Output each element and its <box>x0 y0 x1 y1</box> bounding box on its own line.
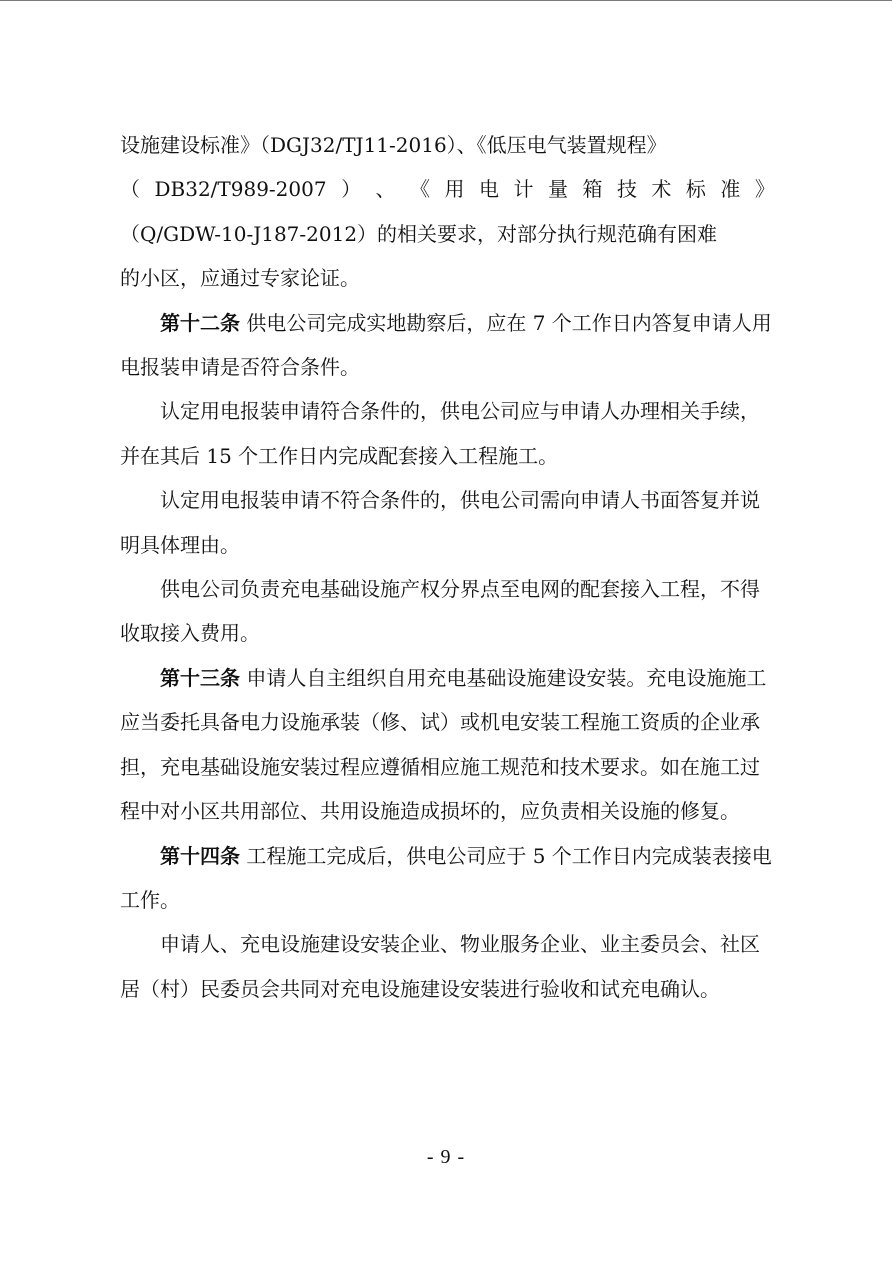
body-paragraph: 认定用电报装申请不符合条件的，供电公司需向申请人书面答复并说明具体理由。 <box>120 488 760 557</box>
text-fragment: 、 <box>375 177 396 202</box>
text-fragment: DB32/T989-2007 <box>154 177 327 202</box>
text-fragment: ） <box>341 177 362 202</box>
paragraph-line: 的小区，应通过专家论证。 <box>120 266 360 291</box>
text-fragment: 计 <box>513 177 534 202</box>
text-fragment: 术 <box>651 177 672 202</box>
justified-paragraph-line <box>120 167 775 211</box>
body-paragraph: 认定用电报装申请符合条件的，供电公司应与申请人办理相关手续，并在其后 15 个工作日内完成配套接入工程施工。 <box>120 399 760 468</box>
text-fragment: 准 <box>720 177 741 202</box>
article-12-paragraph <box>120 301 775 390</box>
document-body <box>120 123 775 1011</box>
article-text: 供电公司完成实地勘察后，应在 7 个工作日内答复申请人用电报装申请是否符合条件。 <box>120 310 772 380</box>
body-paragraph: 供电公司负责充电基础设施产权分界点至电网的配套接入工程，不得收取接入费用。 <box>120 577 760 646</box>
article-text: 工程施工完成后，供电公司应于 5 个工作日内完成装表接电工作。 <box>120 843 772 912</box>
text-fragment: 《 <box>410 177 431 202</box>
paragraph-line: 设施建设标准》（DGJ32/TJ11-2016）、《低压电气装置规程》 <box>120 133 667 157</box>
text-fragment: （ <box>120 177 140 202</box>
continued-paragraph <box>120 123 775 301</box>
article-number: 第十二条 <box>160 310 240 335</box>
article-number: 第十三条 <box>160 665 240 690</box>
article-13-paragraph <box>120 656 775 834</box>
paragraph-line: （Q/GDW-10-J187-2012）的相关要求，对部分执行规范确有困难 <box>120 221 718 246</box>
text-fragment: 电 <box>479 177 499 202</box>
article-14-paragraph <box>120 834 775 923</box>
page-number: - 9 - <box>426 1146 466 1168</box>
text-fragment: 量 <box>547 177 568 202</box>
article-text: 申请人自主组织自用充电基础设施建设安装。充电设施施工应当委托具备电力设施承装（修、试）或机电安装工程施工资质的企业承担，充电基础设施安装过程应遵循相应施工规范和技术要求。如在施工过程中对小区共用部位、共用设施造成损坏的，应负责相关设施的修复。 <box>120 665 767 824</box>
text-fragment: 技 <box>616 177 637 202</box>
text-fragment: 标 <box>685 177 706 202</box>
text-fragment: 用 <box>444 177 465 202</box>
top-border <box>0 0 892 1</box>
text-fragment: 箱 <box>582 177 603 202</box>
text-fragment: 》 <box>754 177 775 202</box>
article-number: 第十四条 <box>160 843 240 868</box>
body-paragraph: 申请人、充电设施建设安装企业、物业服务企业、业主委员会、社区居（村）民委员会共同对充电设施建设安装进行验收和试充电确认。 <box>120 932 760 1001</box>
